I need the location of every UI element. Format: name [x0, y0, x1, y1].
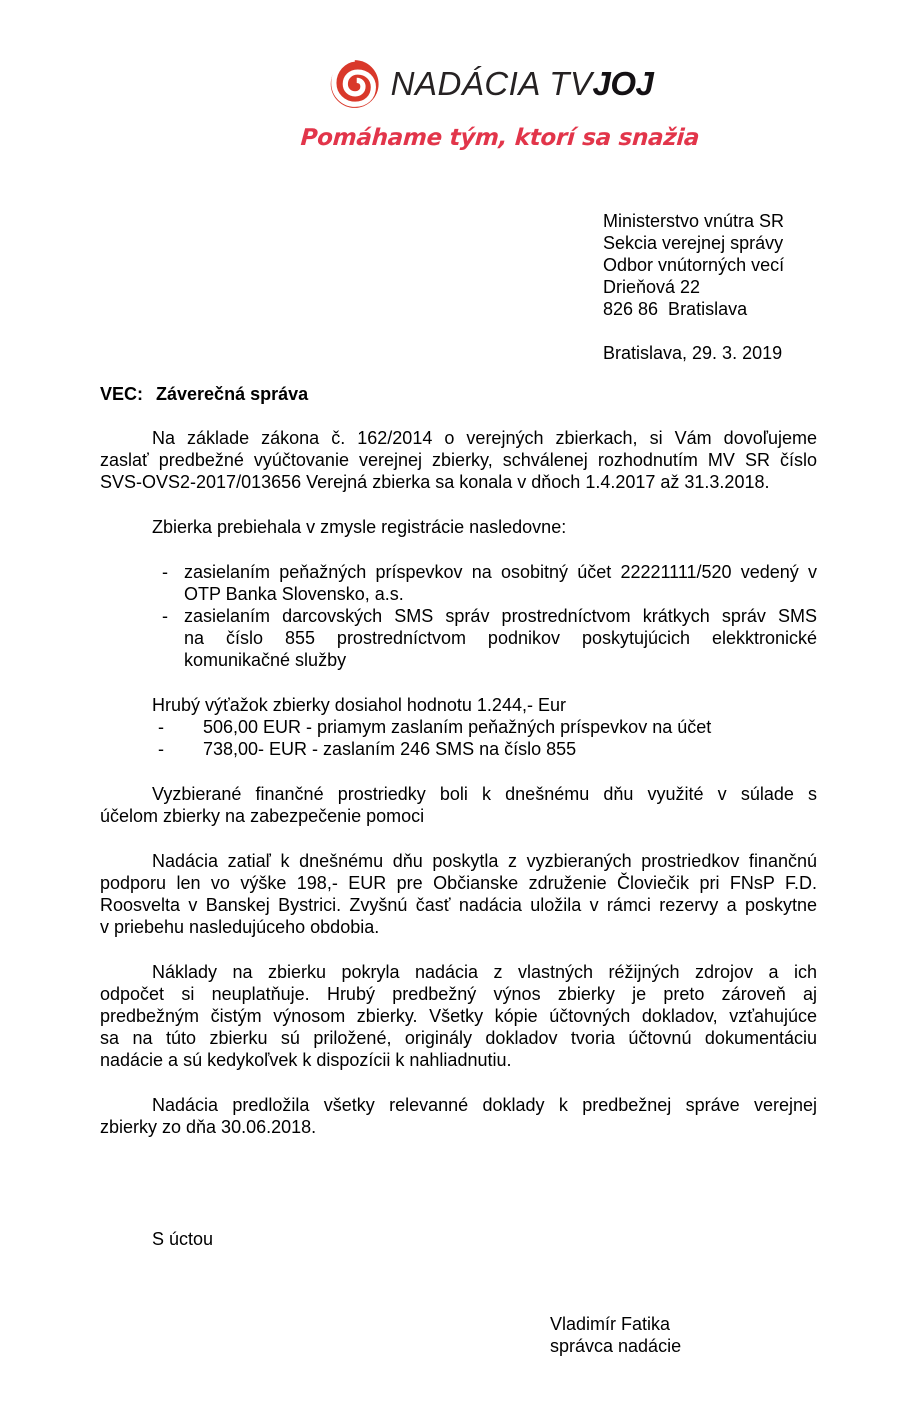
block-para: [100, 427, 817, 493]
text-line: komunikačné služby: [184, 650, 347, 670]
logo-text-nadacia-tv: NADÁCIA TV: [390, 65, 593, 102]
dash-bullet-marker: -: [158, 717, 164, 737]
block-para: [100, 783, 817, 827]
signature-name: Vladimír Fatika: [550, 1314, 671, 1334]
recipient-line: Ministerstvo vnútra SR: [603, 211, 785, 231]
text-line: zasielaním darcovských SMS správ prostredníctvom krátkych správ SMS: [184, 606, 817, 626]
text-line: Zbierka prebiehala v zmysle registrácie nasledovne:: [152, 517, 567, 537]
text-line: Náklady na zbierku pokryla nadácia z vlastných réžijných zdrojov a ich: [152, 962, 817, 982]
text-line: odpočet si neuplatňuje. Hrubý predbežný výnos zbierky je preto zároveň aj: [100, 984, 817, 1004]
dash-bullet-marker: -: [162, 562, 168, 582]
tagline: Pomáhame tým, ktorí sa snažia: [299, 125, 701, 151]
text-line: 506,00 EUR - priamym zaslaním peňažných príspevkov na účet: [203, 717, 712, 737]
dateline: Bratislava, 29. 3. 2019: [603, 343, 783, 363]
recipient-address: [603, 210, 784, 320]
text-line: zasielaním peňažných príspevkov na osobitný účet 22221111/520 vedený v: [184, 562, 817, 582]
text-line: zaslať predbežné vyúčtovanie verejnej zbierky, schválenej rozhodnutím MV SR číslo: [100, 450, 817, 470]
list-intro-line: Hrubý výťažok zbierky dosiahol hodnotu 1.244,- Eur: [152, 695, 566, 715]
recipient-line: Odbor vnútorných vecí: [603, 255, 785, 275]
text-line: zbierky zo dňa 30.06.2018.: [100, 1117, 317, 1137]
logo-text-joj: JOJ: [592, 65, 654, 102]
text-line: Na základe zákona č. 162/2014 o verejných zbierkach, si Vám dovoľujeme: [152, 428, 817, 448]
text-line: SVS-OVS2-2017/013656 Verejná zbierka sa konala v dňoch 1.4.2017 až 31.3.2018.: [100, 472, 770, 492]
bullet-item: [100, 561, 817, 605]
text-line: Nadácia zatiaľ k dnešnému dňu poskytla z vyzbieraných prostriedkov finančnú: [152, 851, 817, 871]
block-para: [100, 850, 817, 938]
text-line: na číslo 855 prostredníctvom podnikov poskytujúcich elekktronické: [184, 628, 817, 648]
text-line: účelom zbierky na zabezpečenie pomoci: [100, 806, 425, 826]
text-line: Roosvelta v Banskej Bystrici. Zvyšnú časť nadácia uložila v rámci rezervy a poskytne: [100, 895, 817, 915]
amount-item: [100, 716, 817, 738]
block-list2: [100, 694, 817, 760]
letter-body: [100, 427, 817, 1161]
text-line: Vyzbierané finančné prostriedky boli k dnešnému dňu využité v súlade s: [152, 784, 817, 804]
bullet-item: [100, 605, 817, 671]
text-line: v priebehu nasledujúceho obdobia.: [100, 917, 380, 937]
block-para: [100, 516, 817, 538]
subject-title: Záverečná správa: [156, 384, 309, 404]
closing: S úctou: [152, 1229, 214, 1249]
recipient-line: 826 86 Bratislava: [603, 299, 748, 319]
text-line: Nadácia predložila všetky relevanné doklady k predbežnej správe verejnej: [152, 1095, 817, 1115]
dash-bullet-marker: -: [158, 739, 164, 759]
text-line: predbežným čistým výnosom zbierky. Všetky kópie účtovných dokladov, vzťahujúce: [100, 1006, 817, 1026]
logo: [329, 58, 654, 110]
subject-line: [100, 383, 308, 405]
subject-label: VEC:: [100, 384, 144, 404]
text-line: sa na túto zbierku sú priložené, originály dokladov tvoria účtovnú dokumentáciu: [100, 1028, 817, 1048]
block-list1: [100, 561, 817, 671]
amount-item: [100, 738, 817, 760]
text-line: OTP Banka Slovensko, a.s.: [184, 584, 404, 604]
signature-block: [550, 1313, 681, 1357]
text-line: 738,00- EUR - zaslaním 246 SMS na číslo 855: [203, 739, 577, 759]
text-line: podporu len vo výške 198,- EUR pre Občianske združenie Človiečik pri FNsP F.D.: [100, 873, 817, 893]
recipient-line: Sekcia verejnej správy: [603, 233, 784, 253]
text-line: nadácie a sú kedykoľvek k dispozícii k nahliadnutiu.: [100, 1050, 512, 1070]
block-para: [100, 961, 817, 1071]
joj-swirl-icon: [329, 58, 381, 110]
signature-role: správca nadácie: [550, 1336, 682, 1356]
recipient-line: Drieňová 22: [603, 277, 701, 297]
block-para: [100, 1094, 817, 1138]
logo-text: [391, 58, 654, 110]
dash-bullet-marker: -: [162, 606, 168, 626]
